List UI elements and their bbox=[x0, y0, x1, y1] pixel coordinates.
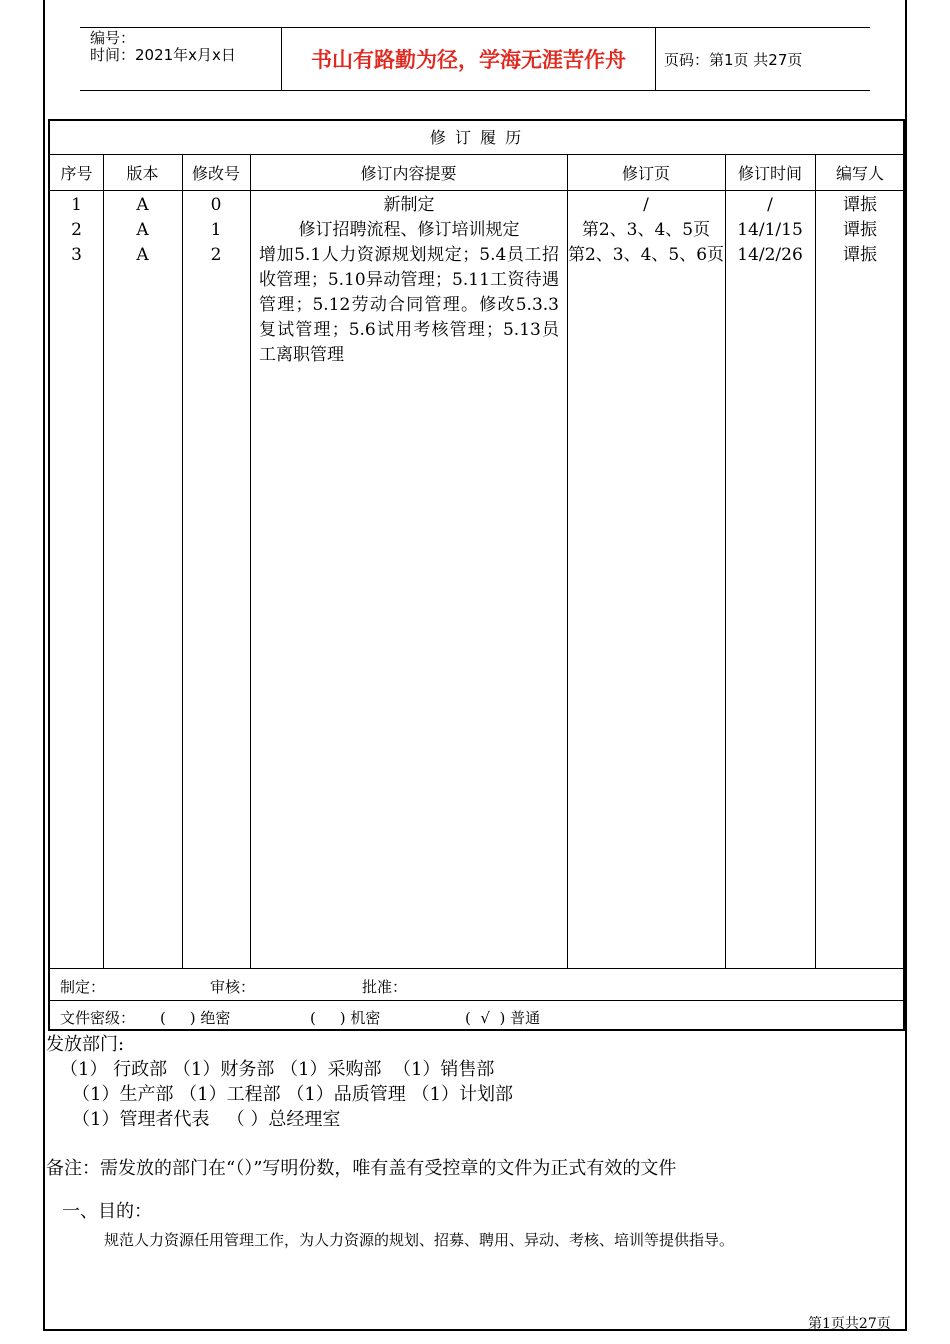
col-header-no: 序号 bbox=[60, 163, 93, 183]
distribution-line-1: （1） 行政部 （1）财务部 （1）采购部 （1）销售部 bbox=[60, 1059, 495, 1080]
table-cell: 谭振 bbox=[843, 195, 877, 215]
footer-page-number: 第1页共27页 bbox=[808, 1316, 891, 1332]
revision-title: 修 订 履 历 bbox=[429, 128, 524, 147]
col-header-content: 修订内容提要 bbox=[360, 163, 457, 183]
document-header bbox=[80, 27, 870, 91]
col-header-version: 版本 bbox=[126, 163, 159, 183]
table-cell: A bbox=[136, 195, 149, 215]
made-by-label: 制定： bbox=[60, 977, 106, 996]
approve-label: 批准： bbox=[362, 977, 408, 996]
col-time-cells bbox=[725, 193, 815, 268]
secrecy-label: 文件密级： bbox=[60, 1008, 136, 1027]
col-pages-cells bbox=[567, 193, 725, 268]
review-label: 审核： bbox=[210, 977, 256, 996]
table-cell: 第2、3、4、5、6页 bbox=[567, 245, 725, 265]
secrecy-option-confidential: ( ) 机密 bbox=[310, 1008, 381, 1027]
table-cell: A bbox=[136, 220, 149, 240]
header-page-label: 页码：第1页 共27页 bbox=[664, 50, 803, 69]
table-cell: 1 bbox=[71, 195, 82, 215]
section-1-text: 规范人力资源任用管理工作，为人力资源的规划、招募、聘用、异动、考核、培训等提供指导。 bbox=[104, 1231, 735, 1249]
table-cell: 新制定 bbox=[383, 195, 435, 215]
col-header-pages: 修订页 bbox=[621, 163, 670, 183]
secrecy-row bbox=[60, 1003, 540, 1031]
document-date-label: 时间：2021年x月x日 bbox=[90, 46, 236, 64]
secrecy-option-top-secret: ( ) 绝密 bbox=[160, 1008, 231, 1027]
table-cell: 谭振 bbox=[843, 245, 877, 265]
table-cell: 2 bbox=[210, 245, 222, 265]
col-no-cells bbox=[50, 193, 103, 268]
table-cell: 增加5.1人力资源规划规定；5.4员工招收管理；5.10异动管理；5.11工资待遇管理；5.12劳动合同管理。修改5.3.3复试管理；5.6试用考核管理；5.13员工离职管理 bbox=[259, 245, 559, 365]
distribution-line-3: （1）管理者代表 （ ）总经理室 bbox=[72, 1109, 341, 1130]
col-header-time: 修订时间 bbox=[737, 163, 802, 183]
table-cell: 第2、3、4、5页 bbox=[581, 220, 711, 240]
distribution-line-2: （1）生产部 （1）工程部 （1）品质管理 （1）计划部 bbox=[72, 1084, 513, 1105]
table-cell: 14/1/15 bbox=[737, 220, 803, 240]
col-version-cells bbox=[103, 193, 182, 268]
secrecy-option-normal: ( √ ) 普通 bbox=[465, 1008, 541, 1027]
distribution-title: 发放部门: bbox=[46, 1034, 125, 1055]
table-cell: 1 bbox=[210, 220, 222, 240]
table-cell: 修订招聘流程、修订培训规定 bbox=[298, 220, 520, 240]
col-mod-cells bbox=[182, 193, 250, 268]
table-cell: 14/2/26 bbox=[737, 245, 803, 265]
signature-row bbox=[60, 971, 407, 1001]
table-cell: 3 bbox=[71, 245, 82, 265]
table-cell: A bbox=[136, 245, 149, 265]
table-cell: / bbox=[767, 195, 773, 215]
table-cell: 2 bbox=[71, 220, 82, 240]
col-author-cells bbox=[815, 193, 905, 268]
table-cell: 谭振 bbox=[843, 220, 877, 240]
col-content-cells bbox=[259, 193, 559, 368]
header-slogan: 书山有路勤为径，学海无涯苦作舟 bbox=[281, 28, 656, 90]
col-header-mod: 修改号 bbox=[191, 163, 240, 183]
table-cell: / bbox=[643, 195, 649, 215]
table-cell: 0 bbox=[210, 195, 222, 215]
remark-text: 备注：需发放的部门在“（）”写明份数，唯有盖有受控章的文件为正式有效的文件 bbox=[46, 1158, 677, 1179]
revision-history-table bbox=[48, 119, 905, 1031]
header-left bbox=[90, 30, 236, 64]
col-header-author: 编写人 bbox=[835, 163, 884, 183]
section-1-heading: 一、目的： bbox=[62, 1201, 152, 1222]
document-number-label: 编号： bbox=[90, 29, 136, 47]
